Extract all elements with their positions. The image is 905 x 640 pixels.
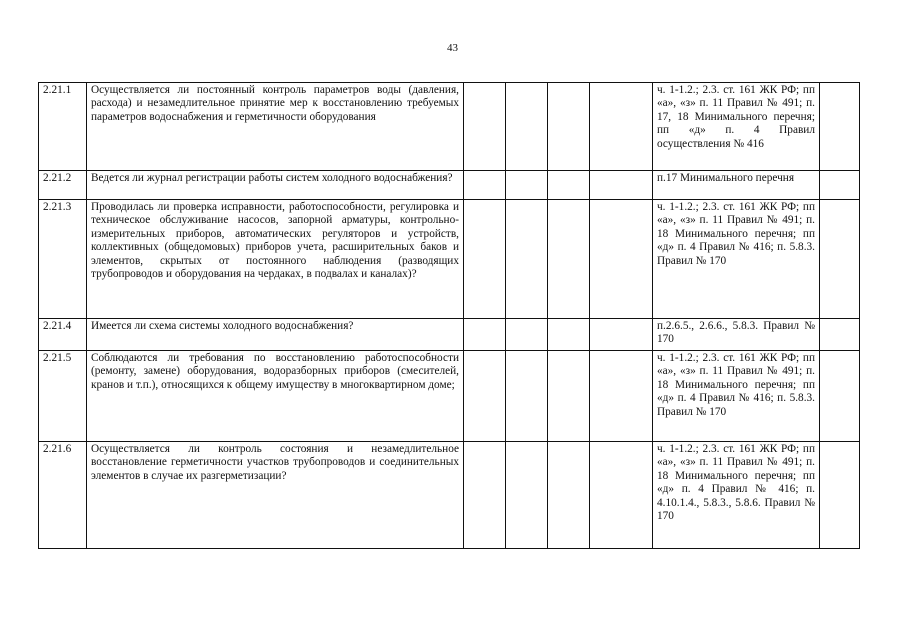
empty-cell — [464, 442, 506, 549]
empty-cell — [506, 351, 548, 442]
empty-cell — [464, 200, 506, 319]
empty-cell — [548, 83, 590, 171]
empty-cell — [590, 442, 653, 549]
empty-cell — [820, 442, 860, 549]
empty-cell — [590, 83, 653, 171]
empty-cell — [506, 171, 548, 200]
empty-cell — [548, 200, 590, 319]
empty-cell — [506, 83, 548, 171]
empty-cell — [548, 442, 590, 549]
question-cell: Ведется ли журнал регистрации работы систем холодного водоснабжения? — [87, 171, 464, 200]
row-number: 2.21.3 — [39, 200, 87, 319]
reference-cell: ч. 1-1.2.; 2.3. ст. 161 ЖК РФ; пп «а», «з» п. 11 Правил № 491; п. 18 Минимального перечня; пп «д» п. 4 Правил № 416; п. 4.10.1.4., 5.8.3., 5.8.6. Правил № 170 — [653, 442, 820, 549]
empty-cell — [590, 200, 653, 319]
reference-cell: п.17 Минимального перечня — [653, 171, 820, 200]
empty-cell — [464, 83, 506, 171]
page-number: 43 — [447, 42, 458, 54]
empty-cell — [506, 200, 548, 319]
empty-cell — [820, 83, 860, 171]
row-number: 2.21.2 — [39, 171, 87, 200]
row-number: 2.21.4 — [39, 319, 87, 351]
row-number: 2.21.6 — [39, 442, 87, 549]
question-cell: Проводилась ли проверка исправности, работоспособности, регулировка и техническое обслуживание насосов, запорной арматуры, контрольно-измерительных приборов, автоматических регуляторов и устройств, коллективных (общедомовых) приборов учета, расширительных баков и элементов, скрытых от постоянного наблюдения (разводящих трубопроводов и оборудования на чердаках, в подвалах и каналах)? — [87, 200, 464, 319]
empty-cell — [548, 171, 590, 200]
empty-cell — [548, 319, 590, 351]
empty-cell — [464, 171, 506, 200]
checklist-table — [38, 82, 860, 549]
empty-cell — [548, 351, 590, 442]
question-cell: Осуществляется ли контроль состояния и незамедлительное восстановление герметичности участков трубопроводов и соединительных элементов в случае их разгерметизации? — [87, 442, 464, 549]
empty-cell — [820, 319, 860, 351]
table-row — [39, 442, 860, 549]
empty-cell — [506, 319, 548, 351]
empty-cell — [590, 319, 653, 351]
table-row — [39, 171, 860, 200]
empty-cell — [820, 171, 860, 200]
empty-cell — [820, 200, 860, 319]
empty-cell — [506, 442, 548, 549]
table-row — [39, 319, 860, 351]
reference-cell: ч. 1-1.2.; 2.3. ст. 161 ЖК РФ; пп «а», «з» п. 11 Правил № 491; п. 18 Минимального перечня; пп «д» п. 4 Правил № 416; п. 5.8.3. Правил № 170 — [653, 351, 820, 442]
reference-cell: п.2.6.5., 2.6.6., 5.8.3. Правил № 170 — [653, 319, 820, 351]
reference-cell: ч. 1-1.2.; 2.3. ст. 161 ЖК РФ; пп «а», «з» п. 11 Правил № 491; п. 18 Минимального перечня; пп «д» п. 4 Правил № 416; п. 5.8.3. Правил № 170 — [653, 200, 820, 319]
reference-cell: ч. 1-1.2.; 2.3. ст. 161 ЖК РФ; пп «а», «з» п. 11 Правил № 491; п. 17, 18 Минимального перечня; пп «д» п. 4 Правил осуществления № 416 — [653, 83, 820, 171]
question-cell: Осуществляется ли постоянный контроль параметров воды (давления, расхода) и незамедлительное принятие мер к восстановлению требуемых параметров водоснабжения и герметичности оборудования — [87, 83, 464, 171]
table-row — [39, 83, 860, 171]
empty-cell — [464, 319, 506, 351]
row-number: 2.21.1 — [39, 83, 87, 171]
table-row — [39, 351, 860, 442]
empty-cell — [590, 171, 653, 200]
row-number: 2.21.5 — [39, 351, 87, 442]
question-cell: Соблюдаются ли требования по восстановлению работоспособности (ремонту, замене) оборудования, водоразборных приборов (смесителей, кранов и т.п.), относящихся к общему имуществу в многоквартирном доме; — [87, 351, 464, 442]
table-row — [39, 200, 860, 319]
empty-cell — [464, 351, 506, 442]
question-cell: Имеется ли схема системы холодного водоснабжения? — [87, 319, 464, 351]
empty-cell — [820, 351, 860, 442]
empty-cell — [590, 351, 653, 442]
